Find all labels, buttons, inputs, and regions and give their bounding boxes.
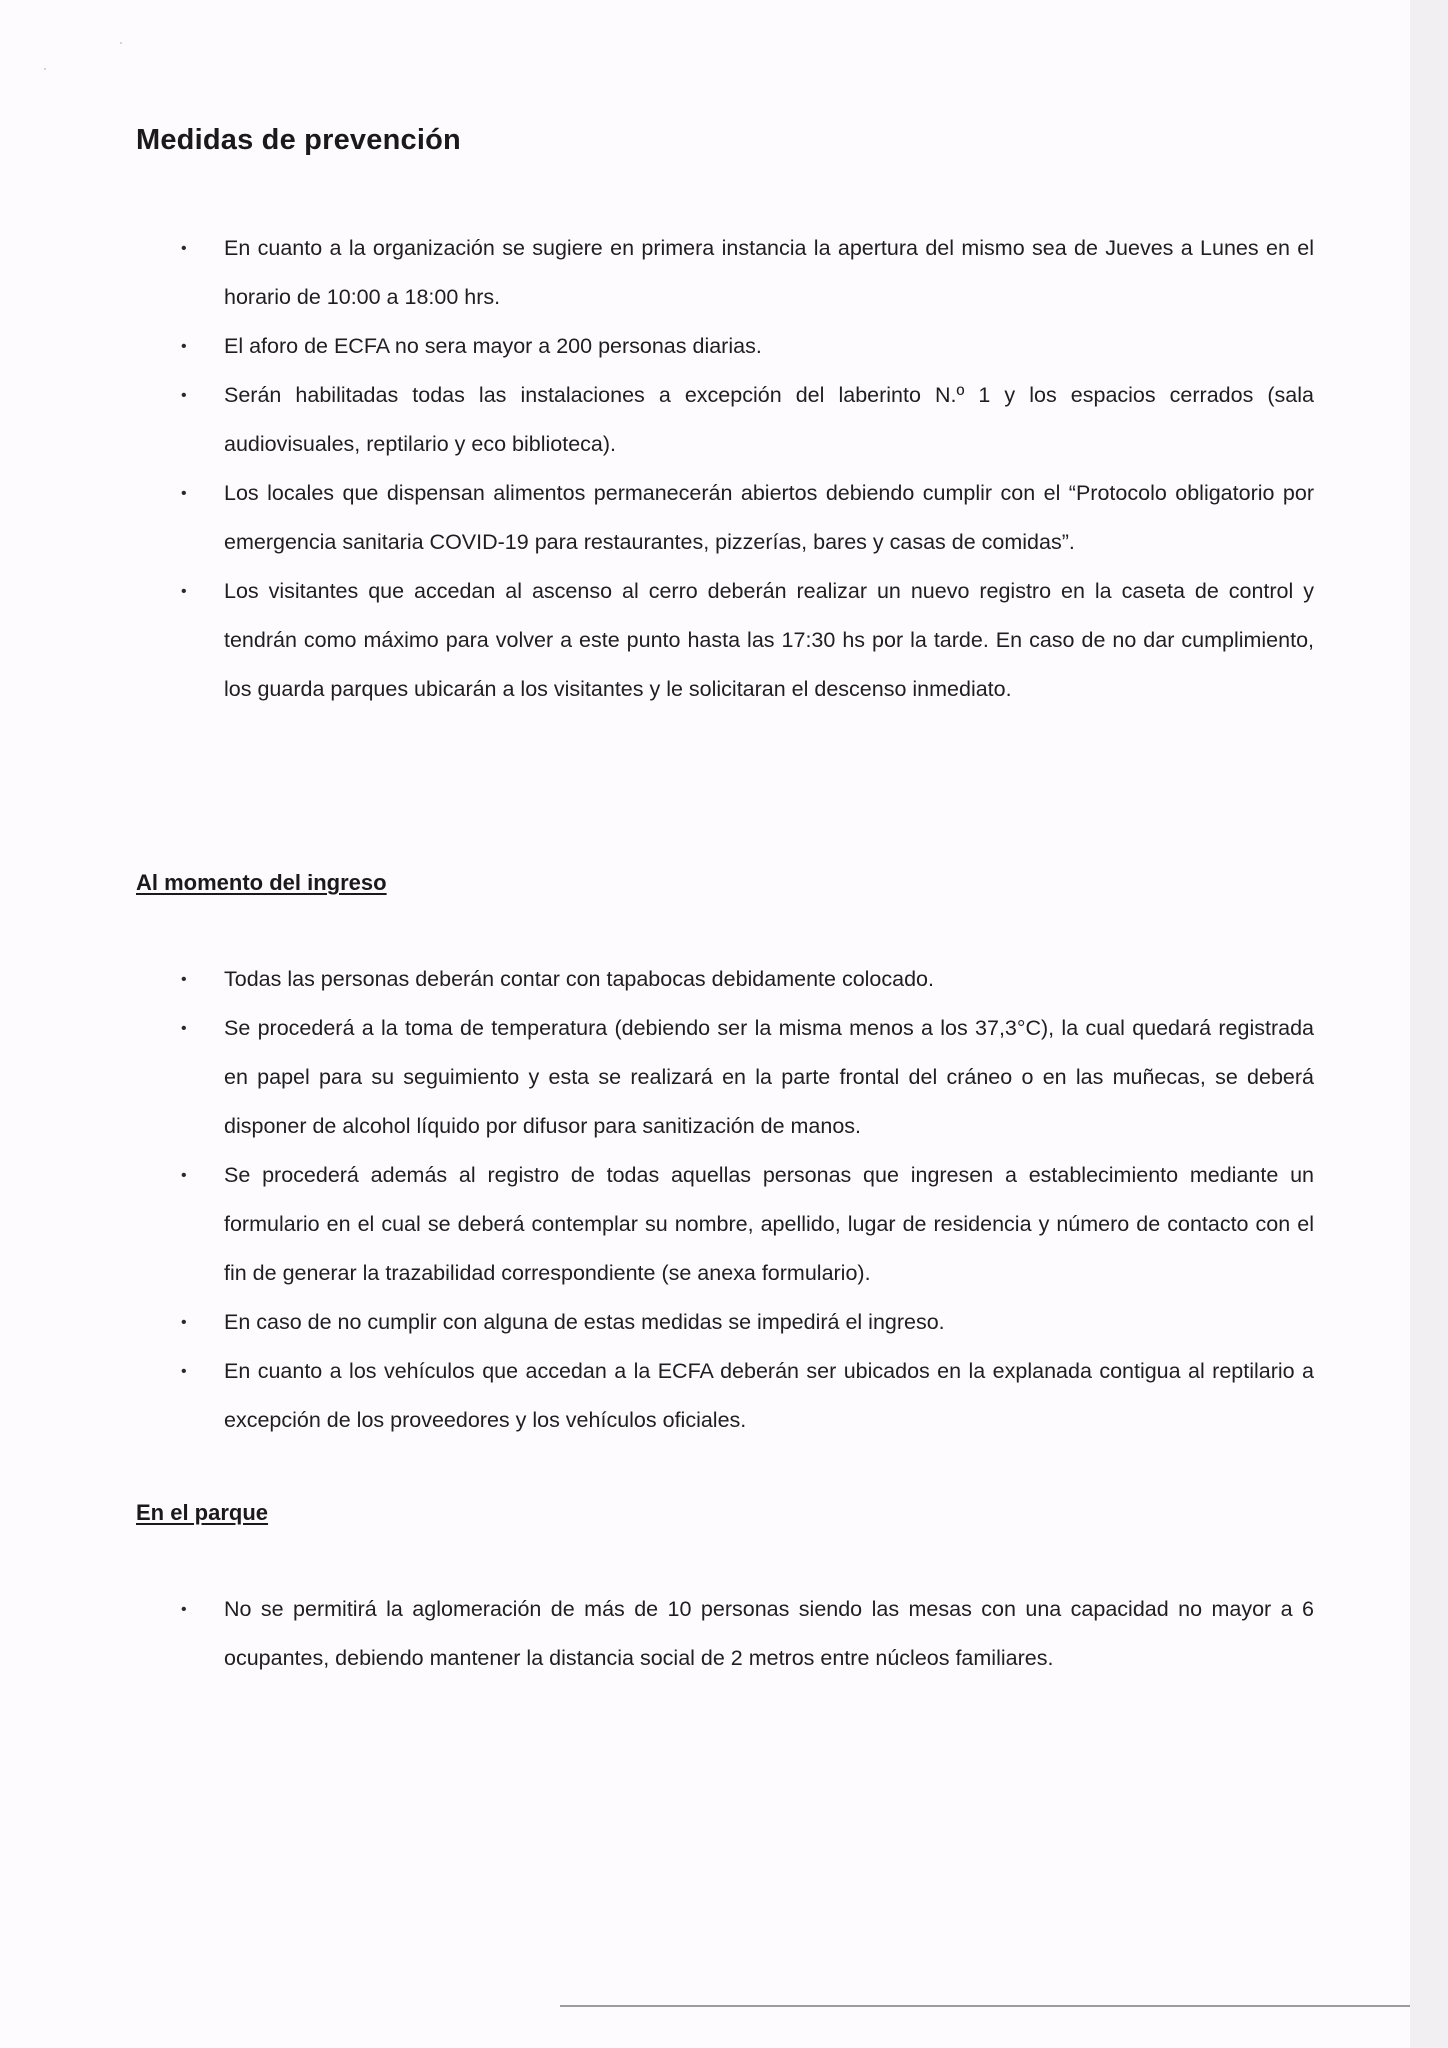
list-item-text: En cuanto a la organización se sugiere en primera instancia la apertura del mismo sea de Jueves a Lunes en el horario de 10:00 a 18:00 hrs.: [224, 236, 1314, 309]
list-item-text: En caso de no cumplir con alguna de estas medidas se impedirá el ingreso.: [224, 1310, 945, 1334]
list-item-text: Los locales que dispensan alimentos permanecerán abiertos debiendo cumplir con el “Protocolo obligatorio por emergencia sanitaria COVID-19 para restaurantes, pizzerías, bares y casas de comidas”.: [224, 481, 1314, 554]
list-item-text: Se procederá a la toma de temperatura (debiendo ser la misma menos a los 37,3°C), la cual quedará registrada en papel para su seguimiento y esta se realizará en la parte frontal del cráneo o en las muñecas, se deberá disponer de alcohol líquido por difusor para sanitización de manos.: [224, 1016, 1314, 1138]
page-bottom-rule: [560, 2005, 1410, 2007]
scan-speck: [44, 68, 46, 70]
bullet-icon: •: [181, 240, 187, 257]
prevention-measures-list: [0, 224, 1448, 714]
park-measures-list: [0, 1585, 1448, 1683]
list-item: [0, 469, 1314, 567]
bullet-icon: •: [181, 583, 187, 600]
list-item-text: Se procederá además al registro de todas aquellas personas que ingresen a establecimiento mediante un formulario en el cual se deberá contemplar su nombre, apellido, lugar de residencia y número de contacto con el fin de generar la trazabilidad correspondiente (se anexa formulario).: [224, 1163, 1314, 1285]
list-item-text: El aforo de ECFA no sera mayor a 200 personas diarias.: [224, 334, 762, 358]
list-item: [0, 955, 1314, 1004]
bullet-icon: •: [181, 1314, 187, 1331]
bullet-icon: •: [181, 338, 187, 355]
bullet-icon: •: [181, 485, 187, 502]
list-item: [0, 1585, 1314, 1683]
bullet-icon: •: [181, 1601, 187, 1618]
list-item-text: No se permitirá la aglomeración de más de 10 personas siendo las mesas con una capacidad no mayor a 6 ocupantes, debiendo mantener la distancia social de 2 metros entre núcleos familiares.: [224, 1597, 1314, 1670]
list-item-text: Los visitantes que accedan al ascenso al cerro deberán realizar un nuevo registro en la caseta de control y tendrán como máximo para volver a este punto hasta las 17:30 hs por la tarde. En caso de no dar cumplimiento, los guarda parques ubicarán a los visitantes y le solicitaran el descenso inmediato.: [224, 579, 1314, 701]
bullet-icon: •: [181, 387, 187, 404]
list-item-text: Todas las personas deberán contar con tapabocas debidamente colocado.: [224, 967, 934, 991]
list-item: [0, 1004, 1314, 1151]
bullet-icon: •: [181, 971, 187, 988]
entry-measures-list: [0, 955, 1448, 1445]
list-item-text: Serán habilitadas todas las instalaciones a excepción del laberinto N.º 1 y los espacios cerrados (sala audiovisuales, reptilario y eco biblioteca).: [224, 383, 1314, 456]
list-item: [0, 1347, 1314, 1445]
list-item: [0, 567, 1314, 714]
scan-speck: [120, 42, 122, 44]
bullet-icon: •: [181, 1167, 187, 1184]
list-item: [0, 1298, 1314, 1347]
list-item: [0, 224, 1314, 322]
bullet-icon: •: [181, 1363, 187, 1380]
section-heading-parque: En el parque: [136, 1500, 269, 1525]
list-item: [0, 1151, 1314, 1298]
section-heading-ingreso: Al momento del ingreso: [136, 870, 387, 895]
list-item: [0, 322, 1314, 371]
bullet-icon: •: [181, 1020, 187, 1037]
list-item: [0, 371, 1314, 469]
page-title: Medidas de prevención: [136, 124, 461, 156]
list-item-text: En cuanto a los vehículos que accedan a la ECFA deberán ser ubicados en la explanada contigua al reptilario a excepción de los proveedores y los vehículos oficiales.: [224, 1359, 1314, 1432]
